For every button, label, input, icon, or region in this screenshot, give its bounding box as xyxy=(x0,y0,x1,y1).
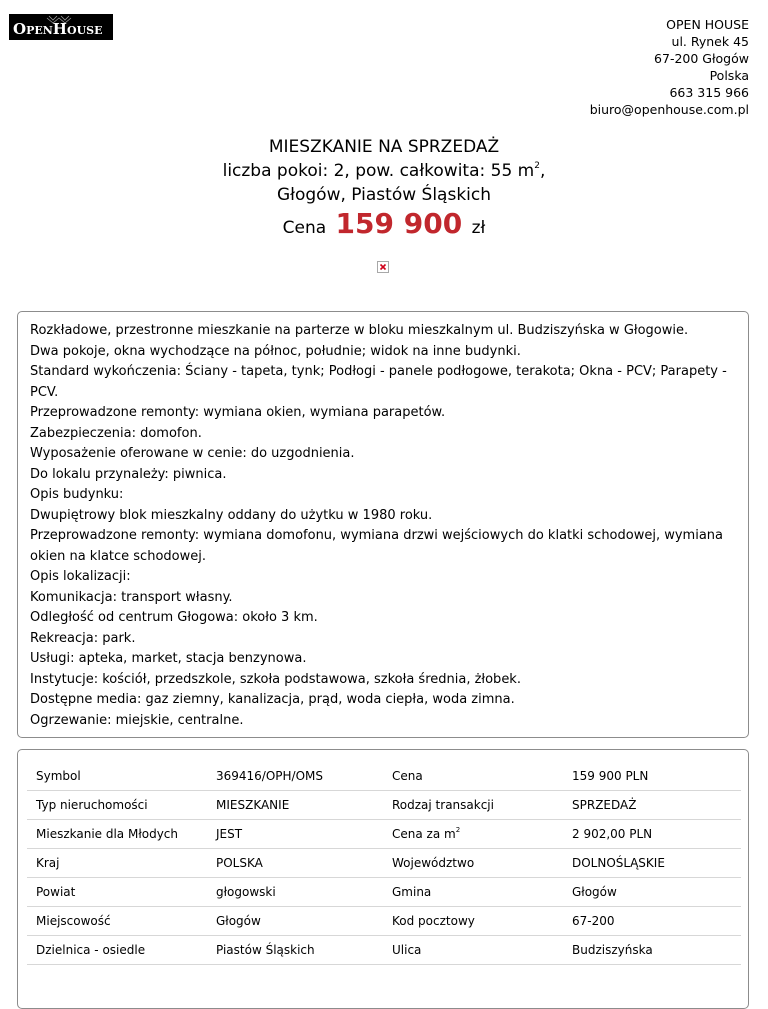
detail-key xyxy=(383,820,563,849)
table-row xyxy=(27,762,741,791)
detail-key xyxy=(383,936,563,965)
description-line: Komunikacja: transport własny. xyxy=(30,589,233,605)
description-line: Usługi: apteka, market, stacja benzynowa. xyxy=(30,651,307,666)
price-currency: zł xyxy=(471,218,486,238)
price-line xyxy=(0,207,768,240)
description-line: Przeprowadzone remonty: wymiana domofonu, wymiana drzwi wejściowych do klatki schodowej, wymiana okien na klatce schodowej. xyxy=(30,528,723,564)
office-street: ul. Rynek 45 xyxy=(671,34,749,49)
detail-key: Typ nieruchomości xyxy=(27,791,207,820)
detail-value: 159 900 PLN xyxy=(563,762,741,791)
detail-key-text: Gmina xyxy=(392,885,432,899)
office-email[interactable]: biuro@openhouse.com.pl xyxy=(589,102,749,117)
office-address xyxy=(590,16,749,118)
table-row xyxy=(27,791,741,820)
detail-value: MIESZKANIE xyxy=(207,791,383,820)
detail-key xyxy=(383,878,563,907)
details-table xyxy=(27,762,741,965)
listing-specs-text: liczba pokoi: 2, pow. całkowita: 55 m xyxy=(222,161,535,181)
detail-value: POLSKA xyxy=(207,849,383,878)
listing-headline xyxy=(0,135,768,207)
logo-letters-pen: PEN xyxy=(26,24,53,37)
detail-value: SPRZEDAŻ xyxy=(563,791,741,820)
detail-key-text: Cena za m xyxy=(392,827,456,841)
broken-image-icon xyxy=(377,261,389,273)
office-country: Polska xyxy=(709,68,749,83)
price-label: Cena xyxy=(282,218,327,238)
description-line: Rozkładowe, przestronne mieszkanie na parterze w bloku mieszkalnym ul. Budziszyńska w Głogowie. xyxy=(30,323,689,338)
detail-value: głogowski xyxy=(207,878,383,907)
table-row xyxy=(27,907,741,936)
description-line: Ogrzewanie: miejskie, centralne. xyxy=(30,712,244,728)
detail-key-sup: 2 xyxy=(455,826,461,834)
detail-value: 369416/OPH/OMS xyxy=(207,762,383,791)
detail-key: Kraj xyxy=(27,849,207,878)
detail-key: Symbol xyxy=(27,762,207,791)
description-line: Zabezpieczenia: domofon. xyxy=(30,425,202,441)
details-box xyxy=(17,749,749,1009)
price-amount: 159 900 xyxy=(335,207,463,240)
table-row xyxy=(27,849,741,878)
detail-value: Głogów xyxy=(207,907,383,936)
office-city: 67-200 Głogów xyxy=(654,51,749,66)
description-line: Dostępne media: gaz ziemny, kanalizacja, prąd, woda ciepła, woda zimna. xyxy=(30,692,515,707)
listing-location: Głogów, Piastów Śląskich xyxy=(276,185,492,205)
detail-key-text: Ulica xyxy=(392,943,422,957)
office-name: OPEN HOUSE xyxy=(666,17,749,32)
table-row xyxy=(27,878,741,907)
detail-key: Powiat xyxy=(27,878,207,907)
detail-key xyxy=(383,849,563,878)
description-line: Opis lokalizacji: xyxy=(30,569,131,584)
area-unit-sup: 2 xyxy=(534,161,540,171)
description-line: Standard wykończenia: Ściany - tapeta, tynk; Podłogi - panele podłogowe, terakota; Okna - PCV; Parapety - PCV. xyxy=(30,364,727,400)
description-line: Przeprowadzone remonty: wymiana okien, wymiana parapetów. xyxy=(30,405,446,420)
logo-letters-ouse: OUSE xyxy=(66,24,103,37)
description-line: Rekreacja: park. xyxy=(30,630,136,646)
logo-letter-h: H xyxy=(52,20,67,38)
description-box xyxy=(17,311,749,738)
detail-key: Mieszkanie dla Młodych xyxy=(27,820,207,849)
detail-key-text: Cena xyxy=(392,769,423,783)
listing-specs xyxy=(0,159,768,183)
description-line: Wyposażenie oferowane w cenie: do uzgodnienia. xyxy=(30,446,355,461)
description-line: Odległość od centrum Głogowa: około 3 km. xyxy=(30,610,318,625)
description-line: Dwupiętrowy blok mieszkalny oddany do użytku w 1980 roku. xyxy=(30,507,433,523)
openhouse-logo[interactable] xyxy=(9,14,113,40)
detail-key: Miejscowość xyxy=(27,907,207,936)
detail-key-text: Kod pocztowy xyxy=(392,914,475,928)
detail-value: Głogów xyxy=(563,878,741,907)
detail-value: Budziszyńska xyxy=(563,936,741,965)
detail-key xyxy=(383,762,563,791)
detail-value: 2 902,00 PLN xyxy=(563,820,741,849)
detail-key xyxy=(383,791,563,820)
description-line: Instytucje: kościół, przedszkole, szkoła podstawowa, szkoła średnia, żłobek. xyxy=(30,671,521,687)
detail-key: Dzielnica - osiedle xyxy=(27,936,207,965)
listing-specs-suffix: , xyxy=(539,161,546,181)
description-line: Dwa pokoje, okna wychodzące na północ, południe; widok na inne budynki. xyxy=(30,343,521,359)
listing-title: MIESZKANIE NA SPRZEDAŻ xyxy=(268,137,500,157)
detail-value: JEST xyxy=(207,820,383,849)
openhouse-logo-icon xyxy=(9,14,113,40)
detail-value: DOLNOŚLĄSKIE xyxy=(563,849,741,878)
detail-value: 67-200 xyxy=(563,907,741,936)
detail-key-text: Województwo xyxy=(392,856,475,870)
table-row xyxy=(27,936,741,965)
description-line: Do lokalu przynależy: piwnica. xyxy=(30,466,227,482)
logo-letter-o: O xyxy=(13,20,27,38)
table-row xyxy=(27,820,741,849)
detail-key xyxy=(383,907,563,936)
detail-value: Piastów Śląskich xyxy=(207,936,383,965)
detail-key-text: Rodzaj transakcji xyxy=(392,798,494,812)
office-phone: 663 315 966 xyxy=(669,85,749,100)
description-line: Opis budynku: xyxy=(30,487,124,502)
